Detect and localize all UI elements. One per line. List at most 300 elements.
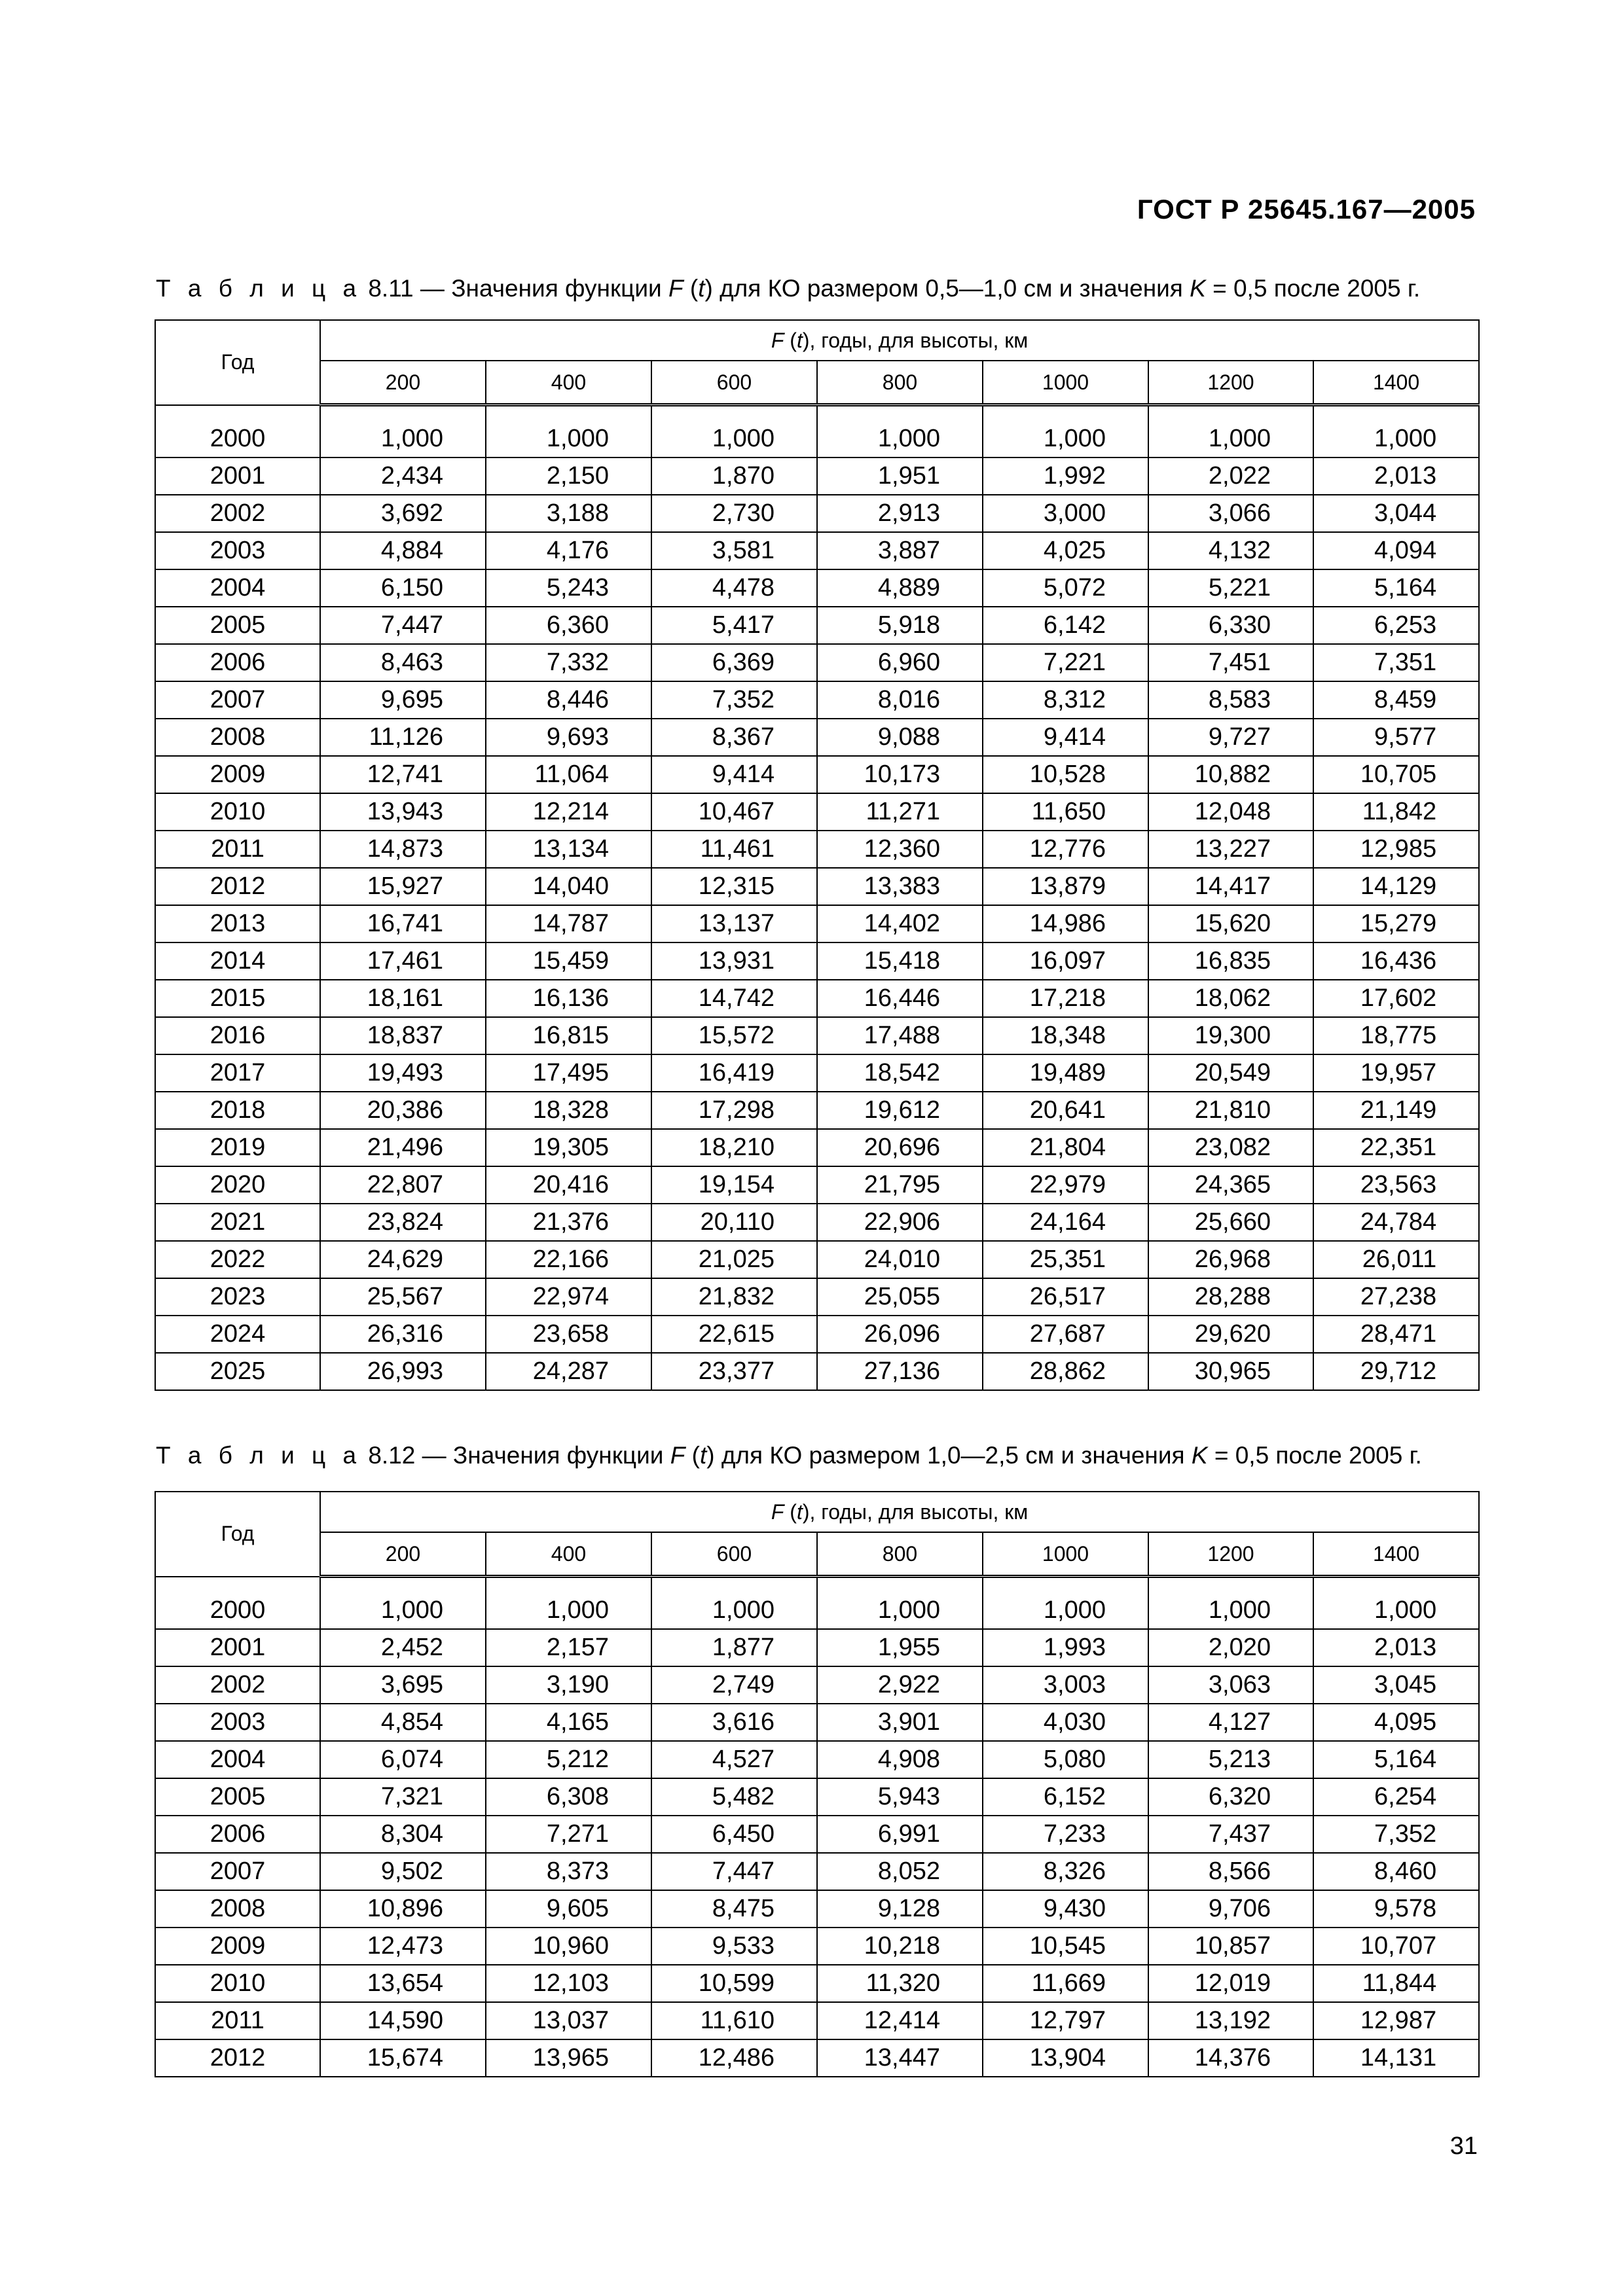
value-cell: 12,360: [817, 831, 983, 868]
value-cell: 12,985: [1313, 831, 1479, 868]
value-cell: 6,142: [983, 607, 1148, 644]
value-cell: 8,459: [1313, 681, 1479, 719]
table-row: [155, 756, 1479, 793]
value-cell: 29,712: [1313, 1353, 1479, 1390]
table-row: [155, 1928, 1479, 1965]
value-cell: 8,304: [320, 1816, 486, 1853]
value-cell: 13,904: [983, 2039, 1148, 2077]
table-row: [155, 831, 1479, 868]
value-cell: 27,238: [1313, 1278, 1479, 1316]
height-header: 1400: [1313, 361, 1479, 405]
table-row: [155, 1241, 1479, 1278]
caption-arg-open: (: [685, 1442, 700, 1469]
year-cell: 2004: [155, 1741, 320, 1778]
year-cell: 2016: [155, 1017, 320, 1054]
table-row: [155, 644, 1479, 681]
value-cell: 8,463: [320, 644, 486, 681]
spacer-cell: [983, 1577, 1148, 1593]
value-cell: 9,693: [486, 719, 651, 756]
value-cell: 6,320: [1148, 1778, 1313, 1816]
page-number: 31: [1450, 2132, 1478, 2160]
value-cell: 20,696: [817, 1129, 983, 1166]
table-row: [155, 1853, 1479, 1890]
height-header: 1200: [1148, 361, 1313, 405]
value-cell: 13,931: [651, 942, 817, 980]
value-cell: 18,348: [983, 1017, 1148, 1054]
table-row: [155, 681, 1479, 719]
value-cell: 4,127: [1148, 1704, 1313, 1741]
value-cell: 13,943: [320, 793, 486, 831]
value-cell: 12,741: [320, 756, 486, 793]
value-cell: 9,577: [1313, 719, 1479, 756]
value-cell: 13,383: [817, 868, 983, 905]
year-cell: 2004: [155, 569, 320, 607]
table-row: [155, 905, 1479, 942]
value-cell: 17,298: [651, 1092, 817, 1129]
table-row: [155, 1816, 1479, 1853]
value-cell: 7,447: [320, 607, 486, 644]
value-cell: 16,835: [1148, 942, 1313, 980]
table-row: [155, 2039, 1479, 2077]
value-cell: 24,010: [817, 1241, 983, 1278]
year-cell: 2010: [155, 793, 320, 831]
value-cell: 3,044: [1313, 495, 1479, 532]
spacer-cell: [651, 405, 817, 422]
value-cell: 15,674: [320, 2039, 486, 2077]
year-cell: 2018: [155, 1092, 320, 1129]
height-header: 600: [651, 1532, 817, 1577]
value-cell: 4,030: [983, 1704, 1148, 1741]
value-cell: 12,776: [983, 831, 1148, 868]
value-cell: 15,459: [486, 942, 651, 980]
value-cell: 14,131: [1313, 2039, 1479, 2077]
value-cell: 5,213: [1148, 1741, 1313, 1778]
value-cell: 19,493: [320, 1054, 486, 1092]
value-cell: 23,824: [320, 1204, 486, 1241]
value-cell: 9,533: [651, 1928, 817, 1965]
year-cell: 2012: [155, 2039, 320, 2077]
value-cell: 3,695: [320, 1666, 486, 1704]
year-cell: 2000: [155, 1592, 320, 1629]
value-cell: 6,369: [651, 644, 817, 681]
value-cell: 19,957: [1313, 1054, 1479, 1092]
caption-arg: t: [698, 275, 705, 302]
year-cell: 2001: [155, 1629, 320, 1666]
spacer-cell: [155, 405, 320, 422]
value-cell: 12,414: [817, 2002, 983, 2039]
value-cell: 6,253: [1313, 607, 1479, 644]
value-cell: 21,810: [1148, 1092, 1313, 1129]
value-cell: 2,434: [320, 457, 486, 495]
value-cell: 9,502: [320, 1853, 486, 1890]
value-cell: 19,305: [486, 1129, 651, 1166]
value-cell: 26,993: [320, 1353, 486, 1390]
value-cell: 19,612: [817, 1092, 983, 1129]
value-cell: 11,461: [651, 831, 817, 868]
table-row: [155, 1778, 1479, 1816]
value-cell: 9,578: [1313, 1890, 1479, 1928]
table-row: [155, 1204, 1479, 1241]
year-cell: 2005: [155, 1778, 320, 1816]
value-cell: 19,489: [983, 1054, 1148, 1092]
value-cell: 3,045: [1313, 1666, 1479, 1704]
value-cell: 4,132: [1148, 532, 1313, 569]
value-cell: 14,590: [320, 2002, 486, 2039]
value-cell: 16,815: [486, 1017, 651, 1054]
year-cell: 2002: [155, 1666, 320, 1704]
value-cell: 6,150: [320, 569, 486, 607]
year-cell: 2019: [155, 1129, 320, 1166]
spacer-cell: [1148, 1577, 1313, 1593]
value-cell: 24,784: [1313, 1204, 1479, 1241]
value-cell: 5,918: [817, 607, 983, 644]
value-cell: 10,467: [651, 793, 817, 831]
value-cell: 1,000: [817, 421, 983, 457]
value-cell: 10,545: [983, 1928, 1148, 1965]
year-cell: 2008: [155, 719, 320, 756]
value-cell: 11,842: [1313, 793, 1479, 831]
spacer-cell: [983, 405, 1148, 422]
value-cell: 1,000: [320, 1592, 486, 1629]
value-cell: 18,542: [817, 1054, 983, 1092]
spacer-cell: [486, 405, 651, 422]
value-cell: 28,288: [1148, 1278, 1313, 1316]
value-cell: 9,727: [1148, 719, 1313, 756]
value-cell: 26,096: [817, 1316, 983, 1353]
table-row: [155, 793, 1479, 831]
spacer-cell: [1313, 405, 1479, 422]
value-cell: 17,495: [486, 1054, 651, 1092]
value-cell: 11,669: [983, 1965, 1148, 2002]
height-header: 1000: [983, 361, 1148, 405]
value-cell: 22,807: [320, 1166, 486, 1204]
caption-arg: t: [699, 1442, 707, 1469]
value-cell: 1,000: [651, 1592, 817, 1629]
value-cell: 15,418: [817, 942, 983, 980]
table-row: [155, 1017, 1479, 1054]
spacer-cell: [651, 1577, 817, 1593]
table-row: [155, 1704, 1479, 1741]
value-cell: 20,110: [651, 1204, 817, 1241]
value-cell: 16,136: [486, 980, 651, 1017]
value-cell: 13,879: [983, 868, 1148, 905]
value-cell: 23,377: [651, 1353, 817, 1390]
value-cell: 2,150: [486, 457, 651, 495]
value-cell: 20,386: [320, 1092, 486, 1129]
value-cell: 2,013: [1313, 457, 1479, 495]
group-rest: ), годы, для высоты, км: [802, 1499, 1029, 1524]
value-cell: 25,567: [320, 1278, 486, 1316]
value-cell: 1,877: [651, 1629, 817, 1666]
year-cell: 2000: [155, 421, 320, 457]
value-cell: 8,373: [486, 1853, 651, 1890]
value-cell: 3,616: [651, 1704, 817, 1741]
table-row: [155, 1741, 1479, 1778]
value-cell: 16,436: [1313, 942, 1479, 980]
value-cell: 19,154: [651, 1166, 817, 1204]
value-cell: 19,300: [1148, 1017, 1313, 1054]
table-row: [155, 1592, 1479, 1629]
value-cell: 13,965: [486, 2039, 651, 2077]
value-cell: 6,450: [651, 1816, 817, 1853]
value-cell: 8,566: [1148, 1853, 1313, 1890]
year-cell: 2015: [155, 980, 320, 1017]
value-cell: 16,741: [320, 905, 486, 942]
value-cell: 14,986: [983, 905, 1148, 942]
spacer-cell: [486, 1577, 651, 1593]
spacer-cell: [320, 1577, 486, 1593]
value-cell: 12,019: [1148, 1965, 1313, 2002]
value-cell: 26,011: [1313, 1241, 1479, 1278]
value-cell: 7,221: [983, 644, 1148, 681]
year-cell: 2014: [155, 942, 320, 980]
year-cell: 2006: [155, 644, 320, 681]
value-cell: 6,991: [817, 1816, 983, 1853]
value-cell: 13,654: [320, 1965, 486, 2002]
value-cell: 5,943: [817, 1778, 983, 1816]
value-cell: 28,471: [1313, 1316, 1479, 1353]
value-cell: 8,583: [1148, 681, 1313, 719]
value-cell: 2,913: [817, 495, 983, 532]
value-cell: 11,844: [1313, 1965, 1479, 2002]
group-arg: t: [796, 328, 803, 352]
value-cell: 18,328: [486, 1092, 651, 1129]
value-cell: 21,376: [486, 1204, 651, 1241]
value-cell: 4,025: [983, 532, 1148, 569]
value-cell: 9,430: [983, 1890, 1148, 1928]
value-cell: 15,620: [1148, 905, 1313, 942]
table-row: [155, 1890, 1479, 1928]
year-cell: 2009: [155, 756, 320, 793]
year-cell: 2011: [155, 2002, 320, 2039]
group-func: F: [771, 328, 784, 352]
value-cell: 14,417: [1148, 868, 1313, 905]
height-header: 1200: [1148, 1532, 1313, 1577]
year-cell: 2001: [155, 457, 320, 495]
value-cell: 1,000: [320, 421, 486, 457]
year-cell: 2021: [155, 1204, 320, 1241]
year-cell: 2008: [155, 1890, 320, 1928]
value-cell: 13,447: [817, 2039, 983, 2077]
value-cell: 21,795: [817, 1166, 983, 1204]
value-cell: 21,025: [651, 1241, 817, 1278]
value-cell: 21,496: [320, 1129, 486, 1166]
value-cell: 6,152: [983, 1778, 1148, 1816]
value-cell: 12,797: [983, 2002, 1148, 2039]
year-cell: 2003: [155, 532, 320, 569]
value-cell: 9,414: [983, 719, 1148, 756]
year-cell: 2002: [155, 495, 320, 532]
value-cell: 3,188: [486, 495, 651, 532]
value-cell: 9,605: [486, 1890, 651, 1928]
table-8-11: [155, 319, 1480, 1391]
value-cell: 14,402: [817, 905, 983, 942]
table-row: [155, 457, 1479, 495]
value-cell: 22,615: [651, 1316, 817, 1353]
value-cell: 7,271: [486, 1816, 651, 1853]
value-cell: 26,968: [1148, 1241, 1313, 1278]
height-group-header: F (t), годы, для высоты, км: [320, 320, 1479, 361]
value-cell: 14,787: [486, 905, 651, 942]
value-cell: 22,974: [486, 1278, 651, 1316]
value-cell: 4,908: [817, 1741, 983, 1778]
value-cell: 11,610: [651, 2002, 817, 2039]
value-cell: 16,446: [817, 980, 983, 1017]
table-row: [155, 1166, 1479, 1204]
value-cell: 26,517: [983, 1278, 1148, 1316]
value-cell: 13,227: [1148, 831, 1313, 868]
value-cell: 13,134: [486, 831, 651, 868]
value-cell: 14,873: [320, 831, 486, 868]
value-cell: 8,367: [651, 719, 817, 756]
value-cell: 12,103: [486, 1965, 651, 2002]
value-cell: 10,960: [486, 1928, 651, 1965]
year-cell: 2003: [155, 1704, 320, 1741]
caption-k: K: [1190, 275, 1206, 302]
table-row: [155, 569, 1479, 607]
value-cell: 2,013: [1313, 1629, 1479, 1666]
value-cell: 14,376: [1148, 2039, 1313, 2077]
table-caption-8-11: [156, 275, 1420, 302]
value-cell: 12,315: [651, 868, 817, 905]
spacer-row: [155, 1577, 1479, 1593]
value-cell: 10,173: [817, 756, 983, 793]
value-cell: 12,486: [651, 2039, 817, 2077]
value-cell: 4,889: [817, 569, 983, 607]
value-cell: 1,955: [817, 1629, 983, 1666]
group-arg: t: [796, 1499, 803, 1524]
value-cell: 8,312: [983, 681, 1148, 719]
caption-label: Т а б л и ц а: [156, 1442, 362, 1469]
height-header: 800: [817, 361, 983, 405]
value-cell: 1,870: [651, 457, 817, 495]
table-row: [155, 607, 1479, 644]
value-cell: 4,478: [651, 569, 817, 607]
value-cell: 24,629: [320, 1241, 486, 1278]
caption-pre: — Значения функции: [415, 1442, 670, 1469]
value-cell: 12,048: [1148, 793, 1313, 831]
value-cell: 1,992: [983, 457, 1148, 495]
value-cell: 22,351: [1313, 1129, 1479, 1166]
value-cell: 21,149: [1313, 1092, 1479, 1129]
height-group-header: F (t), годы, для высоты, км: [320, 1492, 1479, 1532]
value-cell: 20,416: [486, 1166, 651, 1204]
year-column-header: Год: [155, 1492, 320, 1577]
value-cell: 5,164: [1313, 1741, 1479, 1778]
value-cell: 6,254: [1313, 1778, 1479, 1816]
value-cell: 10,882: [1148, 756, 1313, 793]
table-row: [155, 1666, 1479, 1704]
value-cell: 2,749: [651, 1666, 817, 1704]
caption-label: Т а б л и ц а: [156, 275, 362, 302]
value-cell: 2,922: [817, 1666, 983, 1704]
value-cell: 2,157: [486, 1629, 651, 1666]
value-cell: 22,979: [983, 1166, 1148, 1204]
value-cell: 5,212: [486, 1741, 651, 1778]
value-cell: 15,279: [1313, 905, 1479, 942]
year-column-header: Год: [155, 320, 320, 405]
value-cell: 14,742: [651, 980, 817, 1017]
value-cell: 8,475: [651, 1890, 817, 1928]
height-header: 600: [651, 361, 817, 405]
caption-mid: ) для КО размером 0,5—1,0 см и значения: [704, 275, 1190, 302]
table-row: [155, 532, 1479, 569]
value-cell: 12,214: [486, 793, 651, 831]
value-cell: 7,437: [1148, 1816, 1313, 1853]
value-cell: 7,351: [1313, 644, 1479, 681]
value-cell: 17,461: [320, 942, 486, 980]
value-cell: 10,218: [817, 1928, 983, 1965]
value-cell: 9,414: [651, 756, 817, 793]
table-caption-8-12: [156, 1442, 1422, 1469]
value-cell: 11,126: [320, 719, 486, 756]
value-cell: 10,857: [1148, 1928, 1313, 1965]
value-cell: 1,000: [486, 421, 651, 457]
value-cell: 6,074: [320, 1741, 486, 1778]
caption-func: F: [668, 275, 684, 302]
height-header: 400: [486, 361, 651, 405]
value-cell: 6,360: [486, 607, 651, 644]
value-cell: 15,572: [651, 1017, 817, 1054]
table-8-12: [155, 1491, 1480, 2077]
height-header: 1000: [983, 1532, 1148, 1577]
caption-mid: ) для КО размером 1,0—2,5 см и значения: [706, 1442, 1192, 1469]
value-cell: 10,599: [651, 1965, 817, 2002]
height-header: 200: [320, 1532, 486, 1577]
table-row: [155, 1316, 1479, 1353]
value-cell: 5,482: [651, 1778, 817, 1816]
value-cell: 12,473: [320, 1928, 486, 1965]
year-cell: 2025: [155, 1353, 320, 1390]
height-header: 400: [486, 1532, 651, 1577]
value-cell: 11,271: [817, 793, 983, 831]
value-cell: 16,419: [651, 1054, 817, 1092]
spacer-cell: [155, 1577, 320, 1593]
height-header: 1400: [1313, 1532, 1479, 1577]
value-cell: 18,161: [320, 980, 486, 1017]
value-cell: 9,088: [817, 719, 983, 756]
value-cell: 24,164: [983, 1204, 1148, 1241]
year-cell: 2020: [155, 1166, 320, 1204]
value-cell: 29,620: [1148, 1316, 1313, 1353]
year-cell: 2006: [155, 1816, 320, 1853]
table-row: [155, 1092, 1479, 1129]
value-cell: 23,658: [486, 1316, 651, 1353]
value-cell: 10,896: [320, 1890, 486, 1928]
value-cell: 3,887: [817, 532, 983, 569]
caption-number: 8.12: [368, 1442, 416, 1469]
spacer-cell: [817, 405, 983, 422]
value-cell: 4,854: [320, 1704, 486, 1741]
value-cell: 12,987: [1313, 2002, 1479, 2039]
value-cell: 9,706: [1148, 1890, 1313, 1928]
table-row: [155, 719, 1479, 756]
spacer-cell: [1313, 1577, 1479, 1593]
spacer-row: [155, 405, 1479, 422]
value-cell: 1,000: [817, 1592, 983, 1629]
value-cell: 21,832: [651, 1278, 817, 1316]
value-cell: 5,221: [1148, 569, 1313, 607]
table-row: [155, 942, 1479, 980]
value-cell: 25,351: [983, 1241, 1148, 1278]
value-cell: 17,488: [817, 1017, 983, 1054]
value-cell: 4,165: [486, 1704, 651, 1741]
year-cell: 2023: [155, 1278, 320, 1316]
value-cell: 8,326: [983, 1853, 1148, 1890]
value-cell: 27,136: [817, 1353, 983, 1390]
table-row: [155, 868, 1479, 905]
value-cell: 4,094: [1313, 532, 1479, 569]
